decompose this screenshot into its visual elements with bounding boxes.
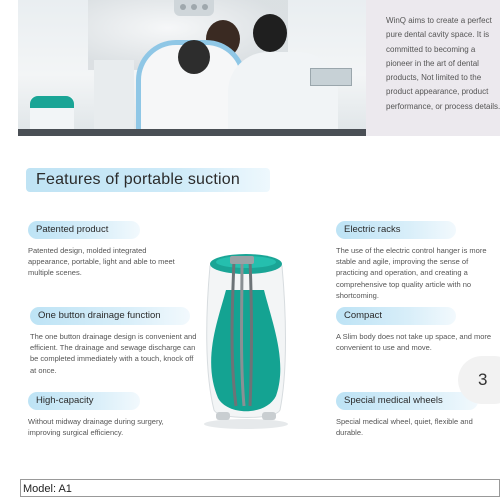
dentist-head — [253, 14, 287, 52]
feature-text: A Slim body does not take up space, and more convenient to use and move. — [336, 332, 492, 353]
feature-text: Special medical wheel, quiet, flexible and durable. — [336, 417, 473, 438]
dentist-figure — [228, 52, 338, 136]
wheel-left — [216, 412, 230, 420]
feature-label: Electric racks — [336, 221, 456, 239]
feature-electric-racks — [336, 221, 500, 301]
feature-label: Special medical wheels — [336, 392, 478, 410]
model-label: Model: A1 — [20, 479, 500, 497]
feature-label: High-capacity — [28, 392, 140, 410]
feature-one-button-drainage — [30, 307, 198, 376]
feature-patented-product — [28, 221, 178, 279]
feature-label: Patented product — [28, 221, 140, 239]
banner-bottom-strip — [18, 129, 366, 136]
monitor-screen — [310, 68, 352, 86]
product-shadow — [204, 419, 288, 429]
wheel-right — [262, 412, 276, 420]
equipment-arm — [94, 60, 134, 136]
suction-hose-right — [250, 260, 252, 406]
brand-description: WinQ aims to create a perfect pure dental cavity space. It is committed to becoming a pioneer in the art of dental products, Not limited to the product appearance, product performance, or process details. — [386, 16, 500, 111]
feature-text: The one button drainage design is convenient and efficient. The drainage and sewage discharge can be completed immediately with a touch, knock off at once. — [30, 332, 197, 375]
top-banner — [18, 0, 500, 136]
patient-figure — [178, 40, 210, 74]
section-title: Features of portable suction — [26, 168, 270, 192]
dental-clinic-photo — [18, 0, 366, 136]
feature-compact — [336, 307, 500, 353]
feature-label: Compact — [336, 307, 456, 325]
banner-side-panel — [366, 0, 500, 136]
dental-lamp-icon — [174, 0, 214, 16]
feature-high-capacity — [28, 392, 198, 438]
hose-holder — [230, 256, 254, 264]
feature-label: One button drainage function — [30, 307, 190, 325]
page-number: 3 — [458, 356, 500, 404]
feature-text: Without midway drainage during surgery, improving surgical efficiency. — [28, 417, 164, 438]
feature-text: Patented design, molded integrated appearance, portable, light and able to meet multiple scenes. — [28, 246, 175, 278]
feature-text: The use of the electric control hanger is more stable and agile, improving the sense of practicing and operation, and creating a comprehensive top quality article with no shortcoming. — [336, 246, 487, 300]
portable-suction-device-image — [196, 250, 296, 430]
